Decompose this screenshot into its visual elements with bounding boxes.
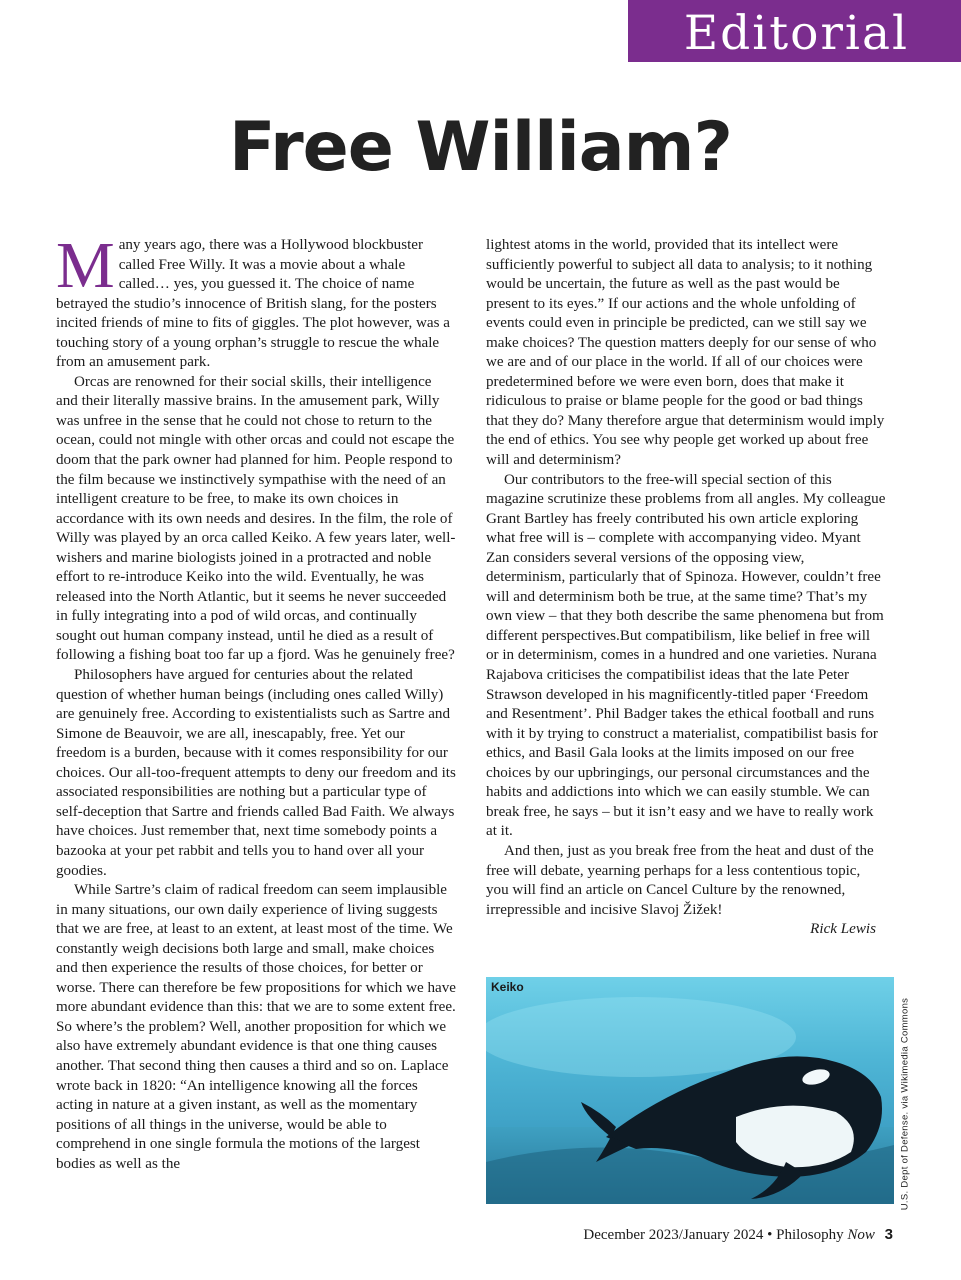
- orca-illustration: [486, 977, 894, 1204]
- paragraph-text: any years ago, there was a Hollywood blockbuster called Free Willy. It was a movie about a whale called… yes, you guessed it. The choice of name betrayed the studio’s innocence of British slang, for the posters incited friends of mine to fits of giggles. The plot however, was a touching story of a young orphan’s struggle to rescue the whale from an amusement park.: [56, 237, 450, 371]
- paragraph: Philosophers have argued for centuries about the related question of whether human beings (including ones called Willy) are genuinely free. According to existentialists such as Sartre and Simone de Beauvoir, we are all, inescapably, free. Yet our freedom is a burden, because with it comes responsibility for our choices. Our all-too-frequent attempts to deny our freedom and its associated responsibilities are nothing but a particular type of self-deception that Sartre and friends called Bad Faith. We always have choices. Just remember that, next time somebody points a bazooka at your pet rabbit and tells you to hand over all your goodies.: [56, 667, 456, 879]
- page-footer: [583, 1226, 893, 1244]
- photo-credit-text: U.S. Dept of Defense. via Wikimedia Commons: [899, 997, 911, 1211]
- footer-bullet: •: [767, 1227, 773, 1243]
- author-signature: Rick Lewis: [810, 921, 876, 938]
- paragraph: And then, just as you break free from the heat and dust of the free will debate, yearning perhaps for a less contentious topic, you will find an article on Cancel Culture by the renowned, irrepressible and incisive Slavoj Žižek!: [486, 842, 874, 918]
- paragraph: [56, 229, 456, 373]
- article-title: Free William?: [229, 108, 732, 187]
- left-column: [56, 229, 456, 1174]
- section-label: Editorial: [683, 6, 909, 61]
- right-column: [486, 236, 886, 940]
- page-number: 3: [884, 1226, 893, 1243]
- photo-credit: [898, 997, 912, 1211]
- section-banner: [628, 0, 961, 62]
- paragraph: Our contributors to the free-will special section of this magazine scrutinize these problems from all angles. My colleague Grant Bartley has freely contributed his own article exploring what free will is – complete with accompanying video. Myant Zan considers several versions of the opposing view, determinism, particularly that of Spinoza. However, couldn’t free will and determinism both be true, at the same time? That’s my own view – that they both describe the same phenomena but from different perspectives.But compatibilism, like belief in free will or in determinism, comes in a hundred and one varieties. Nurana Rajabova criticises the compatibilist ideas that the late Peter Strawson developed in his magnificently-titled paper ‘Freedom and Resentment’. Phil Badger takes the ethical football and runs with it by trying to construct a materialist, compatibilist basis for ethics, and Basil Gala looks at the limits imposed on our free choices by our upbringings, our personal circumstances and the habits and addictions into which we can easily stumble. We can break free, he says – but it isn’t easy and we have to really work at it.: [486, 471, 886, 840]
- paragraph: Orcas are renowned for their social skills, their intelligence and their literally massive brains. In the amusement park, Willy was unfree in the sense that he could not chose to return to the ocean, could not mingle with other orcas and could not escape the doom that the park owner had planned for him. People respond to the film because we instinctively sympathise with the need of an intelligent creature to be free, to make its own choices in accordance with its own needs and desires. In the film, the role of Willy was played by an orca called Keiko. A few years later, well-wishers and marine biologists joined in a protracted and noble effort to re-introduce Keiko into the wild. Eventually, he was released into the North Atlantic, but it seems he never succeeded in fully integrating into a pod of wild orcas, and continually sought out human company instead, until he died as a result of following a fishing boat too far up a fjord. Was he genuinely free?: [56, 373, 456, 664]
- drop-cap: M: [56, 229, 115, 302]
- magazine-name-italic: Now: [847, 1227, 875, 1243]
- magazine-name: Philosophy: [776, 1227, 844, 1243]
- paragraph: lightest atoms in the world, provided that its intellect were sufficiently powerful to subject all data to analysis; to it nothing would be uncertain, the future as well as the past would be present to its eyes.” If our actions and the whole unfolding of events could even in principle be predicted, can we still say we make choices? The question matters deeply for our sense of who we are and of our place in the world. If all of our choices were predetermined before we were even born, does that make it ridiculous to praise or blame people for the good or bad things that they do? Many therefore argue that determinism would imply the end of ethics. You see why people get worked up about free will and determinism?: [486, 237, 885, 469]
- issue-date: December 2023/January 2024: [583, 1227, 764, 1243]
- paragraph: While Sartre’s claim of radical freedom can seem implausible in many situations, our own daily experience of living suggests that we are free, at least to an extent, at least most of the time. We constantly weigh decisions both large and small, make choices and then experience the results of those choices, for better or worse. There can therefore be few propositions for which we have more abundant evidence than this: that we are to some extent free. So where’s the problem? Well, another proposition for which we also have extremely abundant evidence is that one thing causes another. That second thing then causes a third and so on. Laplace wrote back in 1820: “An intelligence knowing all the forces acting in nature at a given instant, as well as the momentary positions of all things in the universe, would be able to comprehend in one single formula the motions of the largest bodies as well as the: [56, 882, 456, 1172]
- photo-caption: Keiko: [491, 980, 524, 994]
- orca-photo: [486, 977, 894, 1204]
